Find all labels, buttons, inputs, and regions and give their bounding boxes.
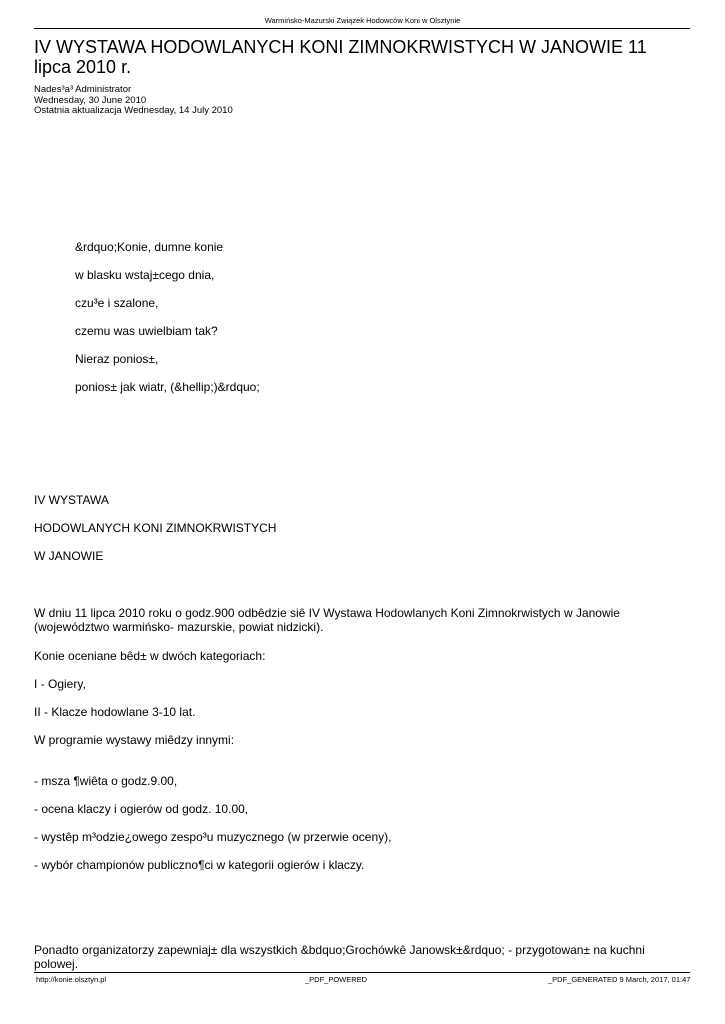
program-item: - wybór championów publiczno¶ci w kategorii ogierów i klaczy. xyxy=(34,858,365,872)
body-paragraph: W programie wystawy miêdzy innymi: xyxy=(34,733,235,747)
poem-line: czu³e i szalone, xyxy=(75,296,159,310)
category-item: I - Ogiery, xyxy=(34,677,86,691)
program-item: - wystêp m³odzie¿owego zespo³u muzycznego (w przerwie oceny), xyxy=(34,830,392,844)
category-item: II - Klacze hodowlane 3-10 lat. xyxy=(34,705,196,719)
poem-line: czemu was uwielbiam tak? xyxy=(75,324,218,338)
footer-divider xyxy=(34,972,690,973)
section-heading-line: IV WYSTAWA xyxy=(34,493,109,507)
article-updated: Ostatnia aktualizacja Wednesday, 14 July 2010 xyxy=(34,105,233,116)
poem-line: w blasku wstaj±cego dnia, xyxy=(75,268,215,282)
poem-line: &rdquo;Konie, dumne konie xyxy=(75,240,224,254)
footer-generated: _PDF_GENERATED 9 March, 2017, 01:47 xyxy=(548,975,691,984)
program-item: - ocena klaczy i ogierów od godz. 10.00, xyxy=(34,802,249,816)
poem-line: ponios± jak wiatr, (&hellip;)&rdquo; xyxy=(75,380,260,394)
header-divider xyxy=(34,28,690,29)
program-item: - msza ¶wiêta o godz.9.00, xyxy=(34,774,178,788)
footer-url: http://konie.olsztyn.pl xyxy=(36,975,107,984)
article-author: Nades³a³ Administrator xyxy=(34,84,132,95)
closing-paragraph: Ponadto organizatorzy zapewniaj± dla wszystkich &bdquo;Grochówkê Janowsk±&rdquo; - przygotowan± na kuchni polowej. xyxy=(34,943,645,971)
intro-paragraph: W dniu 11 lipca 2010 roku o godz.900 odbêdzie siê IV Wystawa Hodowlanych Koni Zimnokrwistych w Janowie (województwo warmińsko- mazurskie, powiat nidzicki). xyxy=(34,606,620,634)
body-paragraph: Konie oceniane bêd± w dwóch kategoriach: xyxy=(34,649,266,663)
section-heading-line: W JANOWIE xyxy=(34,549,104,563)
poem-line: Nieraz ponios±, xyxy=(75,352,159,366)
site-header: Warmińsko-Mazurski Związek Hodowców Koni w Olsztynie xyxy=(264,16,461,25)
footer-powered: _PDF_POWERED xyxy=(305,975,368,984)
article-title: IV WYSTAWA HODOWLANYCH KONI ZIMNOKRWISTYCH W JANOWIE 11 lipca 2010 r. xyxy=(34,37,647,77)
article-date: Wednesday, 30 June 2010 xyxy=(34,94,147,106)
article-meta xyxy=(34,85,233,117)
section-heading-line: HODOWLANYCH KONI ZIMNOKRWISTYCH xyxy=(34,521,277,535)
